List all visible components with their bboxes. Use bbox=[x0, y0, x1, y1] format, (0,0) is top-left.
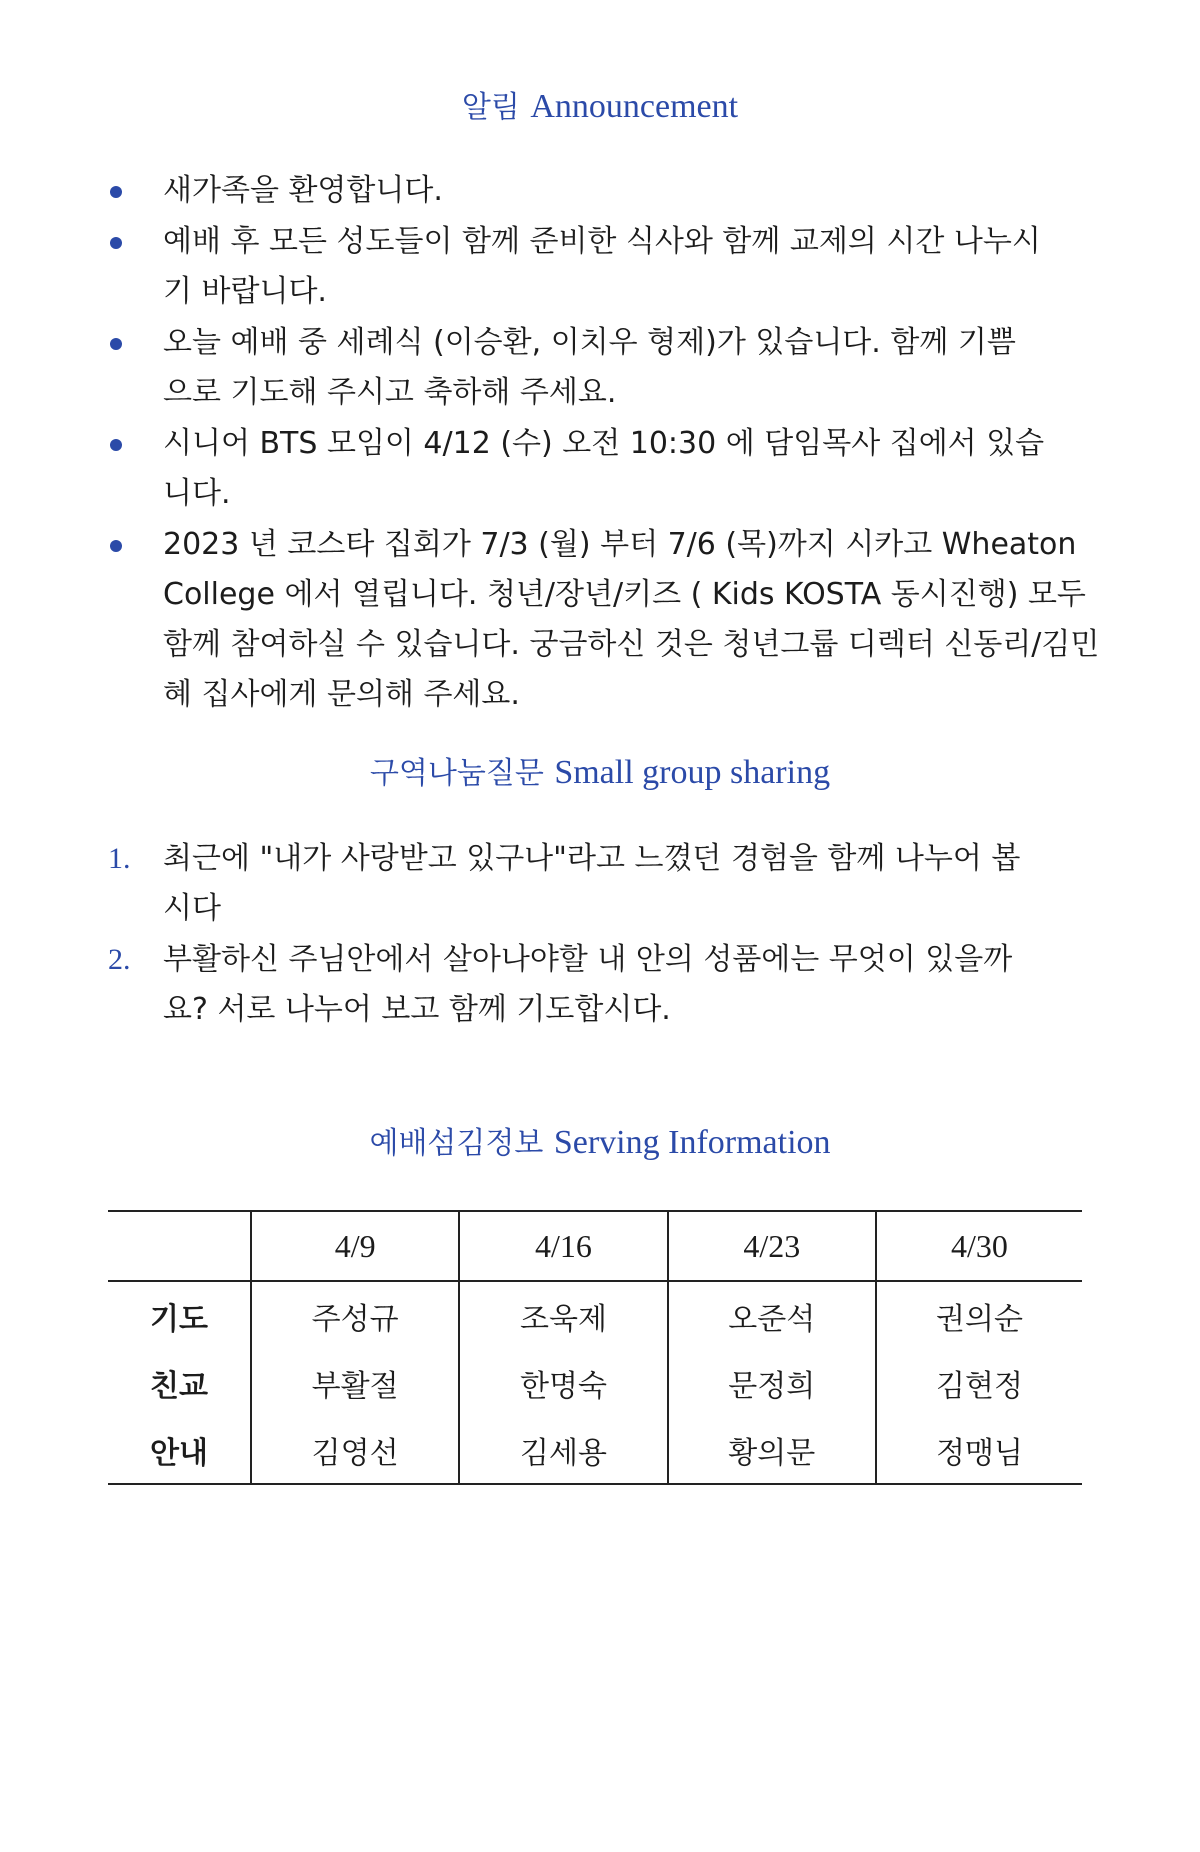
announcement-title-ko: 알림 bbox=[461, 90, 520, 125]
serving-header-row bbox=[108, 1211, 1082, 1281]
question-item bbox=[108, 834, 1038, 934]
serving-title-en: Serving Information bbox=[553, 1124, 831, 1161]
question-text: 부활하신 주님안에서 살아나야할 내 안의 성품에는 무엇이 있을까요? 서로 나누어 보고 함께 기도합시다. bbox=[163, 942, 1013, 1027]
bullet-dot-icon bbox=[110, 439, 122, 451]
announcement-item bbox=[108, 520, 1123, 720]
question-item bbox=[108, 935, 1038, 1035]
announcement-item bbox=[108, 217, 1043, 317]
serving-name: 한명숙 bbox=[459, 1349, 667, 1416]
serving-date-header: 4/16 bbox=[459, 1211, 667, 1281]
serving-name: 김영선 bbox=[251, 1416, 459, 1484]
announcement-item bbox=[108, 419, 1063, 519]
serving-title bbox=[0, 1122, 1200, 1164]
serving-name: 황의문 bbox=[668, 1416, 876, 1484]
announcement-list bbox=[108, 166, 1100, 721]
serving-date-header: 4/30 bbox=[876, 1211, 1082, 1281]
small-group-title-en: Small group sharing bbox=[554, 754, 831, 791]
announcement-item-text: 시니어 BTS 모임이 4/12 (수) 오전 10:30 에 담임목사 집에서 있습니다. bbox=[163, 426, 1045, 511]
table-row bbox=[108, 1349, 1082, 1416]
announcement-title bbox=[0, 86, 1200, 128]
announcement-item bbox=[108, 166, 1088, 216]
serving-name: 김세용 bbox=[459, 1416, 667, 1484]
announcement-title-en: Announcement bbox=[530, 88, 739, 125]
announcement-item-text: 오늘 예배 중 세례식 (이승환, 이치우 형제)가 있습니다. 함께 기쁨으로 기도해 주시고 축하해 주세요. bbox=[163, 325, 1016, 410]
serving-name: 주성규 bbox=[251, 1281, 459, 1349]
serving-name: 조욱제 bbox=[459, 1281, 667, 1349]
table-row bbox=[108, 1416, 1082, 1484]
question-text: 최근에 "내가 사랑받고 있구나"라고 느꼈던 경험을 함께 나누어 봅시다 bbox=[163, 841, 1021, 926]
serving-table bbox=[108, 1210, 1082, 1485]
serving-name: 문정희 bbox=[668, 1349, 876, 1416]
serving-header-corner bbox=[108, 1211, 251, 1281]
serving-name: 부활절 bbox=[251, 1349, 459, 1416]
bullet-dot-icon bbox=[110, 186, 122, 198]
serving-name: 권의순 bbox=[876, 1281, 1082, 1349]
serving-name: 김현정 bbox=[876, 1349, 1082, 1416]
bullet-dot-icon bbox=[110, 237, 122, 249]
bullet-dot-icon bbox=[110, 338, 122, 350]
serving-name: 정맹님 bbox=[876, 1416, 1082, 1484]
serving-title-ko: 예배섬김정보 bbox=[369, 1126, 544, 1161]
serving-date-header: 4/9 bbox=[251, 1211, 459, 1281]
serving-role: 친교 bbox=[150, 1368, 208, 1404]
small-group-title bbox=[0, 752, 1200, 794]
serving-role: 안내 bbox=[150, 1435, 208, 1471]
question-number: 2. bbox=[108, 943, 131, 976]
announcement-item-text: 새가족을 환영합니다. bbox=[163, 173, 443, 208]
small-group-title-ko: 구역나눔질문 bbox=[369, 756, 544, 791]
announcement-item-text: 2023 년 코스타 집회가 7/3 (월) 부터 7/6 (목)까지 시카고 Wheaton College 에서 열립니다. 청년/장년/키즈 ( Kids KOSTA 동시진행) 모두 함께 참여하실 수 있습니다. 궁금하신 것은 청년그룹 디렉터 신동리/김민혜 집사에게 문의해 주세요. bbox=[163, 527, 1100, 712]
serving-date-header: 4/23 bbox=[668, 1211, 876, 1281]
announcement-item bbox=[108, 318, 1043, 418]
serving-role: 기도 bbox=[150, 1301, 208, 1337]
question-number: 1. bbox=[108, 842, 131, 875]
table-row bbox=[108, 1281, 1082, 1349]
bullet-dot-icon bbox=[110, 540, 122, 552]
announcement-item-text: 예배 후 모든 성도들이 함께 준비한 식사와 함께 교제의 시간 나누시기 바랍니다. bbox=[163, 224, 1041, 309]
small-group-list bbox=[108, 834, 1038, 1036]
serving-name: 오준석 bbox=[668, 1281, 876, 1349]
